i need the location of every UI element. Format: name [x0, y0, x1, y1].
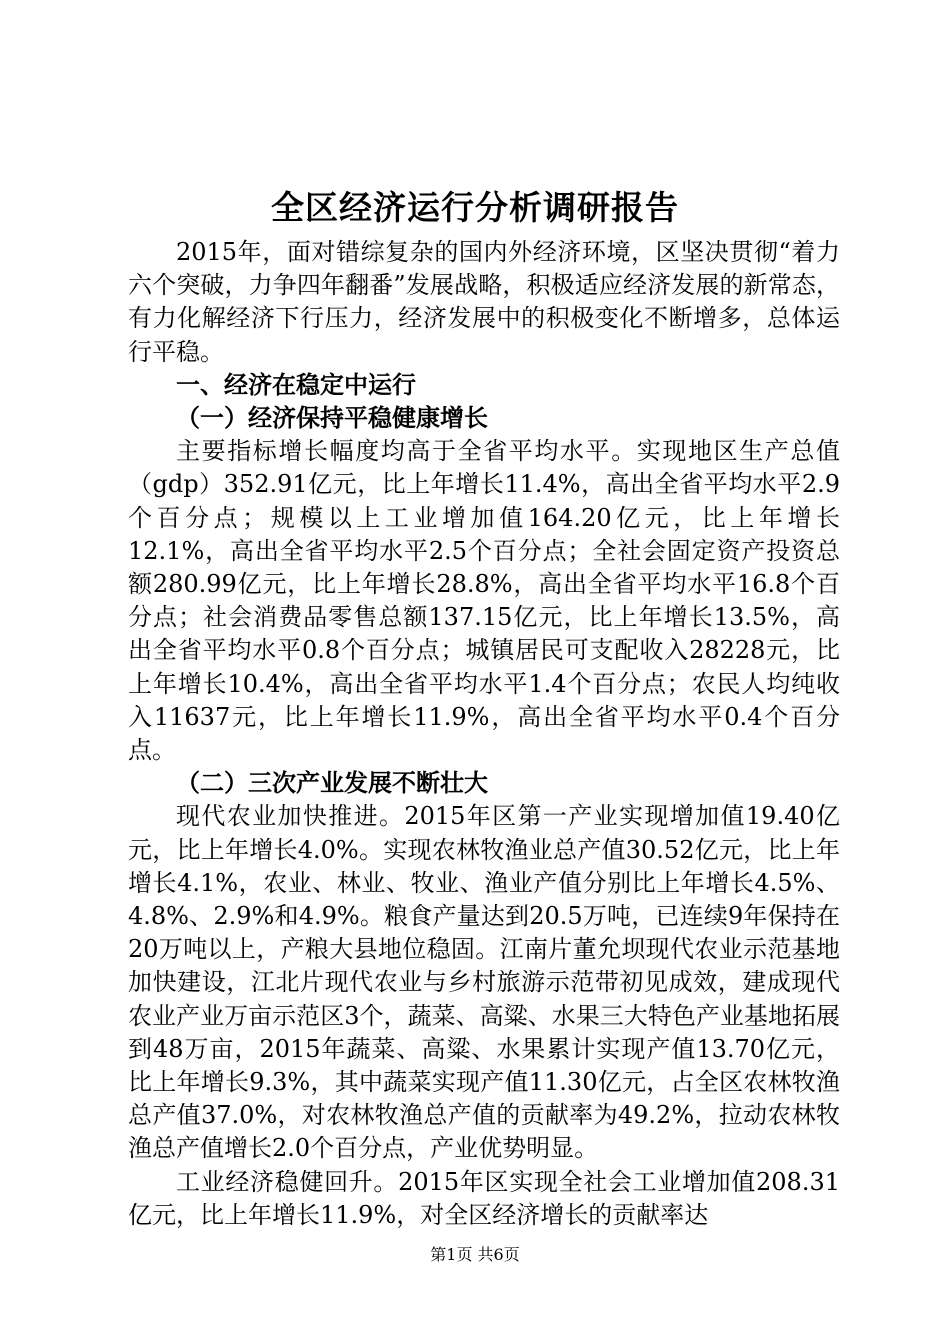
- subsection-heading-1: （一）经济保持平稳健康增长: [176, 404, 488, 433]
- intro-paragraph: 2015年，面对错综复杂的国内外经济环境，区坚决贯彻“着力六个突破，力争四年翻番”发展战略，积极适应经济发展的新常态，有力化解经济下行压力，经济发展中的积极变化不断增多，总体运行平稳。: [128, 238, 840, 366]
- agriculture-paragraph: 现代农业加快推进。2015年区第一产业实现增加值19.40亿元，比上年增长4.0%。实现农林牧渔业总产值30.52亿元，比上年增长4.1%，农业、林业、牧业、渔业产值分别比上年增长4.5%、4.8%、2.9%和4.9%。粮食产量达到20.5万吨，已连续9年保持在20万吨以上，产粮大县地位稳固。江南片董允坝现代农业示范基地加快建设，江北片现代农业与乡村旅游示范带初见成效，建成现代农业产业万亩示范区3个，蔬菜、高粱、水果三大特色产业基地拓展到48万亩，2015年蔬菜、高粱、水果累计实现产值13.70亿元，比上年增长9.3%，其中蔬菜实现产值11.30亿元，占全区农林牧渔总产值37.0%，对农林牧渔总产值的贡献率为49.2%，拉动农林牧渔总产值增长2.0个百分点，产业优势明显。: [128, 802, 840, 1163]
- document-title: 全区经济运行分析调研报告: [271, 188, 679, 227]
- subsection-1-paragraph: 主要指标增长幅度均高于全省平均水平。实现地区生产总值（gdp）352.91亿元，比上年增长11.4%，高出全省平均水平2.9个百分点；规模以上工业增加值164.20亿元，比上年增长12.1%，高出全省平均水平2.5个百分点；全社会固定资产投资总额280.99亿元，比上年增长28.8%，高出全省平均水平16.8个百分点；社会消费品零售总额137.15亿元，比上年增长13.5%，高出全省平均水平0.8个百分点；城镇居民可支配收入28228元，比上年增长10.4%，高出全省平均水平1.4个百分点；农民人均纯收入11637元，比上年增长11.9%，高出全省平均水平0.4个百分点。: [128, 437, 840, 765]
- section-heading-1: 一、经济在稳定中运行: [176, 370, 416, 399]
- document-body: [128, 236, 840, 1232]
- page-footer: 第1页 共6页: [430, 1245, 520, 1264]
- subsection-heading-2: （二）三次产业发展不断壮大: [176, 769, 488, 798]
- industry-paragraph: 工业经济稳健回升。2015年区实现全社会工业增加值208.31亿元，比上年增长11.9%，对全区经济增长的贡献率达: [128, 1167, 840, 1229]
